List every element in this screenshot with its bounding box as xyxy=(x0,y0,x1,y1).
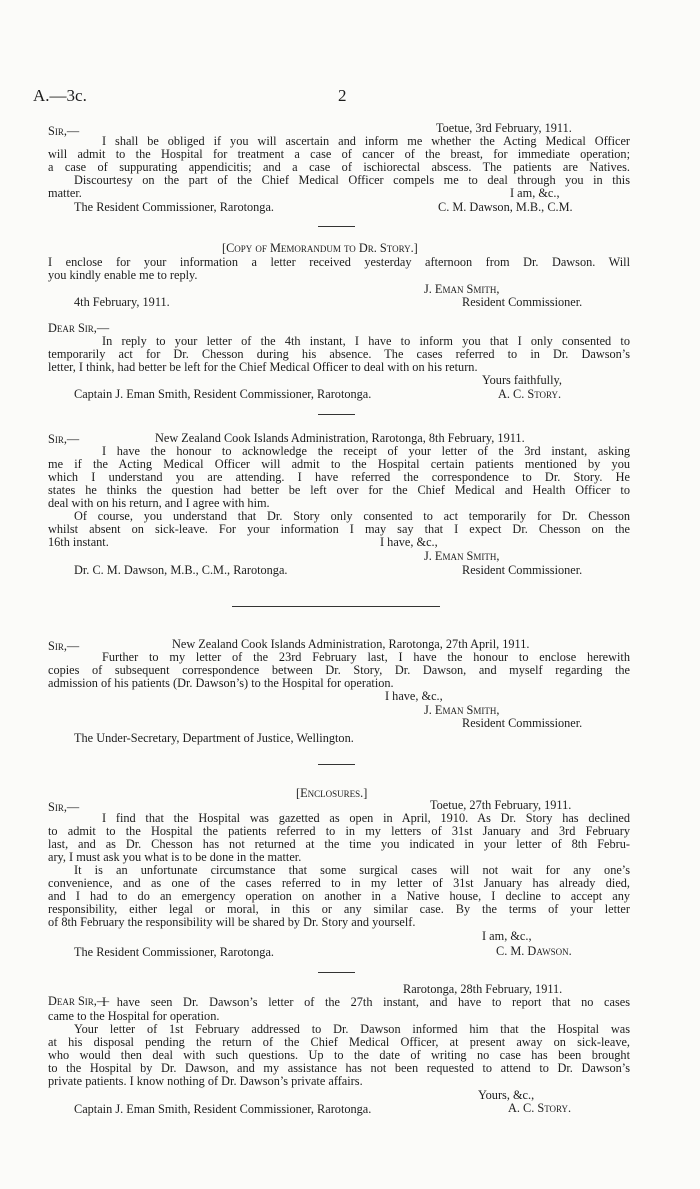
letter1-line-5: matter. xyxy=(48,186,82,200)
letter3-line-1: I have the honour to acknowledge the receipt of your letter of the 3rd instant, asking xyxy=(102,444,630,458)
letter3-line-3: which I understand you are attending. I have referred the correspondence to Dr. Story. He xyxy=(48,470,630,484)
section-divider xyxy=(318,414,355,415)
letter6-line-5: who would then deal with such questions. Up to the date of writing no case has been brought xyxy=(48,1048,630,1062)
letter6-closing: Yours, &c., xyxy=(478,1088,535,1102)
letter3-signature: J. Eman Smith, xyxy=(424,549,500,563)
letter3-line-2: me if the Acting Medical Officer will admit to the Hospital certain patients mentioned by you xyxy=(48,457,630,471)
memo-signature: J. Eman Smith, xyxy=(424,282,500,296)
letter4-signature-title: Resident Commissioner. xyxy=(462,716,583,730)
letter6-line-4: at his disposal pending the return of the Chief Medical Officer, at present away on sick-leave, xyxy=(48,1035,630,1049)
letter1-line-3: a case of suppurating appendicitis; and a case of ischiorectal abscess. The patients are Natives. xyxy=(48,160,630,174)
letter1-place-date: Toetue, 3rd February, 1911. xyxy=(436,121,572,135)
letter1-salutation: Sir,— xyxy=(48,124,80,138)
letter5-line-7: and I had to do an emergency operation on another in a Native house, I decline to accept any xyxy=(48,889,630,903)
letter6-line-3: Your letter of 1st February addressed to Dr. Dawson informed him that the Hospital was xyxy=(74,1022,630,1036)
letter2-signature: A. C. Story. xyxy=(498,387,562,401)
memo-heading: [Copy of Memorandum to Dr. Story.] xyxy=(222,241,418,255)
document-reference: A.—3c. xyxy=(33,86,87,105)
letter3-line-5: deal with on his return, and I agree with him. xyxy=(48,496,270,510)
memo-date: 4th February, 1911. xyxy=(74,295,170,309)
memo-signature-title: Resident Commissioner. xyxy=(462,295,583,309)
letter1-line-2: will admit to the Hospital for treatment a case of cancer of the breast, for immediate operation; xyxy=(48,147,630,161)
letter2-salutation: Dear Sir,— xyxy=(48,321,110,335)
letter4-closing: I have, &c., xyxy=(385,689,443,703)
letter3-line-4: states he thinks the question had better be left over for the Chief Medical and Health Officer to xyxy=(48,483,630,497)
letter2-line-1: In reply to your letter of the 4th instant, I have to inform you that I only consented to xyxy=(102,334,630,348)
letter1-signature: C. M. Dawson, M.B., C.M. xyxy=(438,200,573,214)
letter2-line-3: letter, I think, had better be left for the Chief Medical Officer to deal with on his return. xyxy=(48,360,478,374)
letter6-line-7: private patients. I know nothing of Dr. Dawson’s private affairs. xyxy=(48,1074,363,1088)
letter6-salutation: Dear Sir,— xyxy=(48,994,110,1008)
memo-line-1: I enclose for your information a letter received yesterday afternoon from Dr. Dawson. Will xyxy=(48,255,630,269)
letter3-signature-title: Resident Commissioner. xyxy=(462,563,583,577)
letter4-line-1: Further to my letter of the 23rd February last, I have the honour to enclose herewith xyxy=(102,650,630,664)
letter5-signature: C. M. Dawson. xyxy=(496,944,572,958)
letter2-closing: Yours faithfully, xyxy=(482,373,562,387)
letter3-addressee: Dr. C. M. Dawson, M.B., C.M., Rarotonga. xyxy=(74,563,288,577)
letter1-line-1: I shall be obliged if you will ascertain and inform me whether the Acting Medical Officer xyxy=(102,134,630,148)
letter4-line-2: copies of subsequent correspondence between Dr. Story, Dr. Dawson, and myself regarding the xyxy=(48,663,630,677)
letter6-line-2: came to the Hospital for operation. xyxy=(48,1009,220,1023)
page-number: 2 xyxy=(338,86,347,105)
letter3-place-date: New Zealand Cook Islands Administration, Rarotonga, 8th February, 1911. xyxy=(155,431,525,445)
letter5-line-4: ary, I must ask you what is to be done in the matter. xyxy=(48,850,302,864)
letter1-closing: I am, &c., xyxy=(510,186,560,200)
letter3-closing: I have, &c., xyxy=(380,535,438,549)
letter4-salutation: Sir,— xyxy=(48,639,80,653)
letter1-addressee: The Resident Commissioner, Rarotonga. xyxy=(74,200,274,214)
section-divider xyxy=(318,226,355,227)
letter5-closing: I am, &c., xyxy=(482,929,532,943)
letter6-signature: A. C. Story. xyxy=(508,1101,572,1115)
letter2-line-2: temporarily act for Dr. Chesson during his absence. The cases referred to in Dr. Dawson’s xyxy=(48,347,630,361)
letter5-line-1: I find that the Hospital was gazetted as open in April, 1910. As Dr. Story has declined xyxy=(102,811,630,825)
letter5-line-2: to admit to the Hospital the patients referred to in my letters of 31st January and 3rd February xyxy=(48,824,630,838)
letter3-line-8: 16th instant. xyxy=(48,535,109,549)
section-divider xyxy=(318,972,355,973)
letter3-salutation: Sir,— xyxy=(48,432,80,446)
letter3-line-6: Of course, you understand that Dr. Story only consented to act temporarily for Dr. Chesson xyxy=(74,509,630,523)
section-divider-long xyxy=(232,606,440,607)
letter4-place-date: New Zealand Cook Islands Administration, Rarotonga, 27th April, 1911. xyxy=(172,637,530,651)
letter1-line-4: Discourtesy on the part of the Chief Medical Officer compels me to deal through you in this xyxy=(74,173,630,187)
letter5-line-9: of 8th February the responsibility will be shared by Dr. Story and yourself. xyxy=(48,915,416,929)
letter5-line-5: It is an unfortunate circumstance that some surgical cases will not wait for any one’s xyxy=(74,863,630,877)
letter6-place-date: Rarotonga, 28th February, 1911. xyxy=(403,982,563,996)
section-divider xyxy=(318,764,355,765)
letter5-place-date: Toetue, 27th February, 1911. xyxy=(430,798,572,812)
letter5-line-8: responsibility, either legal or moral, in this or any similar case. By the terms of your letter xyxy=(48,902,630,916)
letter5-salutation: Sir,— xyxy=(48,800,80,814)
letter5-line-3: last, and as Dr. Chesson has not returned at the time you indicated in your letter of 8th Febru- xyxy=(48,837,630,851)
letter6-line-1: I have seen Dr. Dawson’s letter of the 27th instant, and have to report that no cases xyxy=(102,995,630,1009)
letter5-line-6: convenience, and as one of the cases referred to in my letter of 31st January has already died, xyxy=(48,876,630,890)
enclosures-heading: [Enclosures.] xyxy=(296,786,368,800)
letter4-addressee: The Under-Secretary, Department of Justice, Wellington. xyxy=(74,731,354,745)
letter6-addressee: Captain J. Eman Smith, Resident Commissioner, Rarotonga. xyxy=(74,1102,372,1116)
letter2-addressee: Captain J. Eman Smith, Resident Commissioner, Rarotonga. xyxy=(74,387,372,401)
memo-line-2: you kindly enable me to reply. xyxy=(48,268,198,282)
letter4-line-3: admission of his patients (Dr. Dawson’s) to the Hospital for operation. xyxy=(48,676,394,690)
letter5-addressee: The Resident Commissioner, Rarotonga. xyxy=(74,945,274,959)
letter3-line-7: whilst absent on sick-leave. For your information I may say that I expect Dr. Chesson on the xyxy=(48,522,630,536)
letter4-signature: J. Eman Smith, xyxy=(424,703,500,717)
letter6-line-6: to the Hospital by Dr. Dawson, and my assistance has not been requested to attend to Dr. Dawson’s xyxy=(48,1061,630,1075)
